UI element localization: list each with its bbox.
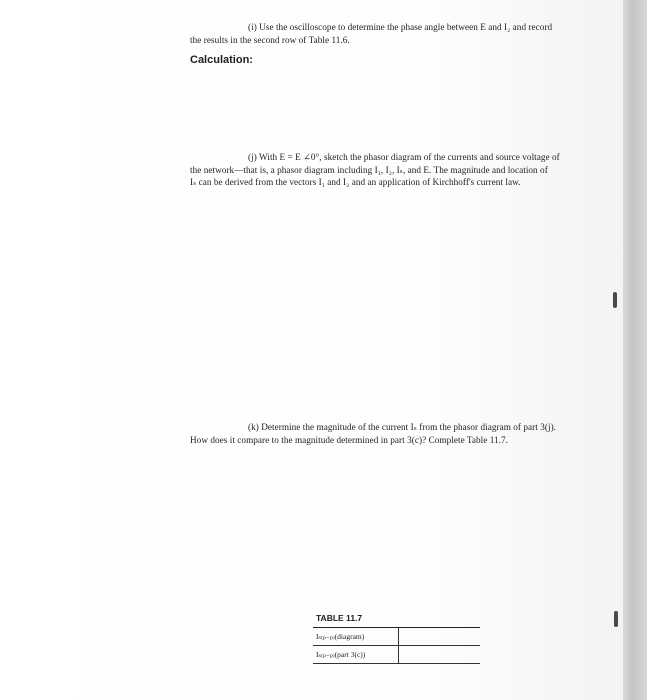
row-value-diagram <box>399 628 481 646</box>
binder-ring-lower <box>614 611 618 627</box>
row-value-part-3c <box>399 646 481 664</box>
section-i-line-2: the results in the second row of Table 11.6. <box>190 34 350 45</box>
table-row <box>313 646 480 664</box>
table-caption: TABLE 11.7 <box>316 613 363 623</box>
table-row <box>313 628 480 646</box>
row-label-part-3c: Iₛ₍ₚ₋ₚ₎(part 3(c)) <box>313 646 399 664</box>
section-j-line-1: (j) With E = E ∠0°, sketch the phasor diagram of the currents and source voltage of <box>248 152 560 162</box>
section-j-line-2: the network—that is, a phasor diagram including I₁, I₂, Iₛ, and E. The magnitude and location of <box>190 164 548 175</box>
row-label-diagram: Iₛ₍ₚ₋ₚ₎(diagram) <box>313 628 399 646</box>
section-k-text <box>190 421 556 446</box>
calculation-heading: Calculation: <box>190 54 253 66</box>
section-i-line-1: (i) Use the oscilloscope to determine the phase angle between E and I₂ and record <box>248 22 553 32</box>
section-k-line-1: (k) Determine the magnitude of the current Iₛ from the phasor diagram of part 3(j). <box>248 422 557 432</box>
binder-ring-upper <box>613 292 617 308</box>
results-table <box>313 627 480 664</box>
section-j-text <box>190 151 560 189</box>
section-i-text <box>190 21 552 46</box>
binder-edge <box>623 0 647 700</box>
section-j-line-3: Iₛ can be derived from the vectors I₁ and I₂ and an application of Kirchhoff's current law. <box>190 177 521 187</box>
section-k-line-2: How does it compare to the magnitude determined in part 3(c)? Complete Table 11.7. <box>190 434 509 445</box>
